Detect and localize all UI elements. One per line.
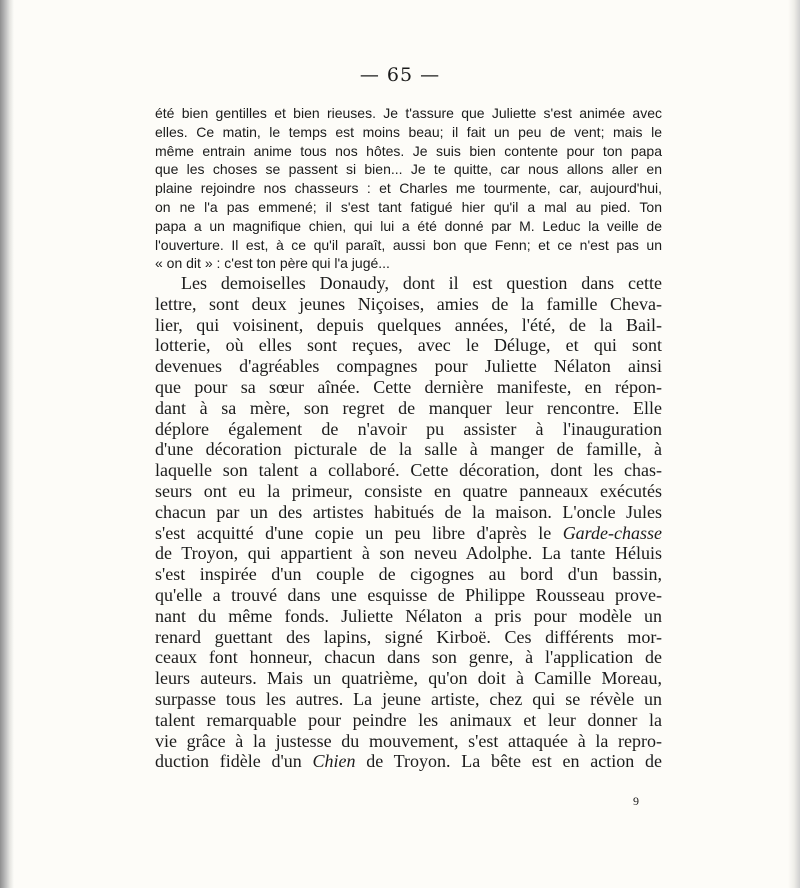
letter-line: papa a un magnifique chien, qui lui a été donné par M. Leduc la veille de — [155, 217, 662, 234]
body-line: lettre, sont deux jeunes Niçoises, amies de la famille Cheva- — [155, 293, 662, 314]
body-line: qu'elle a trouvé dans une esquisse de Philippe Rousseau prove- — [155, 584, 662, 605]
scan-shadow-right — [788, 0, 800, 888]
body-line: renard guettant des lapins, signé Kirboë. Ces différents mor- — [155, 626, 662, 647]
body-line: surpasse tous les autres. La jeune artiste, chez qui se révèle un — [155, 688, 662, 709]
body-line: leurs auteurs. Mais un quatrième, qu'on doit à Camille Moreau, — [155, 668, 662, 689]
scan-shadow-left — [0, 0, 14, 888]
artwork-title: Chien — [312, 751, 356, 772]
body-line: duction fidèle d'un Chien de Troyon. La bête est en action de — [155, 751, 662, 772]
body-line: vie grâce à la justesse du mouvement, s'est attaquée à la repro- — [155, 730, 662, 751]
letter-line: « on dit » : c'est ton père qui l'a jugé... — [155, 255, 390, 272]
body-line: s'est acquitté d'une copie un peu libre d'après le Garde-chasse — [155, 522, 662, 543]
page-number: — 65 — — [359, 64, 441, 86]
body-paragraph — [155, 273, 662, 772]
body-line: devenues d'agréables compagnes pour Juliette Nélaton ainsi — [155, 356, 662, 377]
letter-line: on ne l'a pas emmené; il s'est tant fatigué hier qu'il a mal au pied. Ton — [155, 198, 662, 215]
letter-line: elles. Ce matin, le temps est moins beau; il fait un peu de vent; mais le — [155, 123, 662, 140]
body-line: que pour sa sœur aînée. Cette dernière manifeste, en répon- — [155, 376, 662, 397]
body-line: talent remarquable pour peindre les animaux et leur donner la — [155, 709, 662, 730]
body-line: lier, qui voisinent, depuis quelques années, l'été, de la Bail- — [155, 314, 662, 335]
letter-line: l'ouverture. Il est, à ce qu'il paraît, aussi bon que Fenn; et ce n'est pas un — [155, 236, 662, 253]
body-line: d'une décoration picturale de la salle à manger de famille, à — [155, 439, 662, 460]
letter-excerpt — [155, 104, 662, 273]
body-line: dant à sa mère, son regret de manquer leur rencontre. Elle — [155, 397, 662, 418]
body-line: laquelle son talent a collaboré. Cette décoration, dont les chas- — [155, 460, 662, 481]
artwork-title: Garde-chasse — [562, 522, 662, 543]
body-line: seurs ont eu la primeur, consiste en quatre panneaux exécutés — [155, 480, 662, 501]
letter-line: que les choses se passent si bien... Je te quitte, car nous allons aller en — [155, 161, 662, 178]
body-line: déplore également de n'avoir pu assister à l'inauguration — [155, 418, 662, 439]
letter-line: été bien gentilles et bien rieuses. Je t'assure que Juliette s'est animée avec — [155, 105, 662, 121]
body-line: de Troyon, qui appartient à son neveu Adolphe. La tante Héluis — [155, 543, 662, 564]
body-line: ceaux font honneur, chacun dans son genre, à l'application de — [155, 647, 662, 668]
printer-signature-mark: 9 — [633, 794, 639, 808]
body-line: s'est inspirée d'un couple de cigognes au bord d'un bassin, — [155, 564, 662, 585]
letter-line: plaine rejoindre nos chasseurs : et Charles me tourmente, car, aujourd'hui, — [155, 180, 662, 197]
body-line: nant du même fonds. Juliette Nélaton a pris pour modèle un — [155, 605, 662, 626]
body-line: Les demoiselles Donaudy, dont il est question dans cette — [181, 273, 662, 293]
body-line: lotterie, où elles sont reçues, avec le Déluge, et qui sont — [155, 335, 662, 356]
body-line: chacun par un des artistes habitués de la maison. L'oncle Jules — [155, 501, 662, 522]
letter-line: même entrain anime tous nos hôtes. Je suis bien contente pour ton papa — [155, 142, 662, 159]
